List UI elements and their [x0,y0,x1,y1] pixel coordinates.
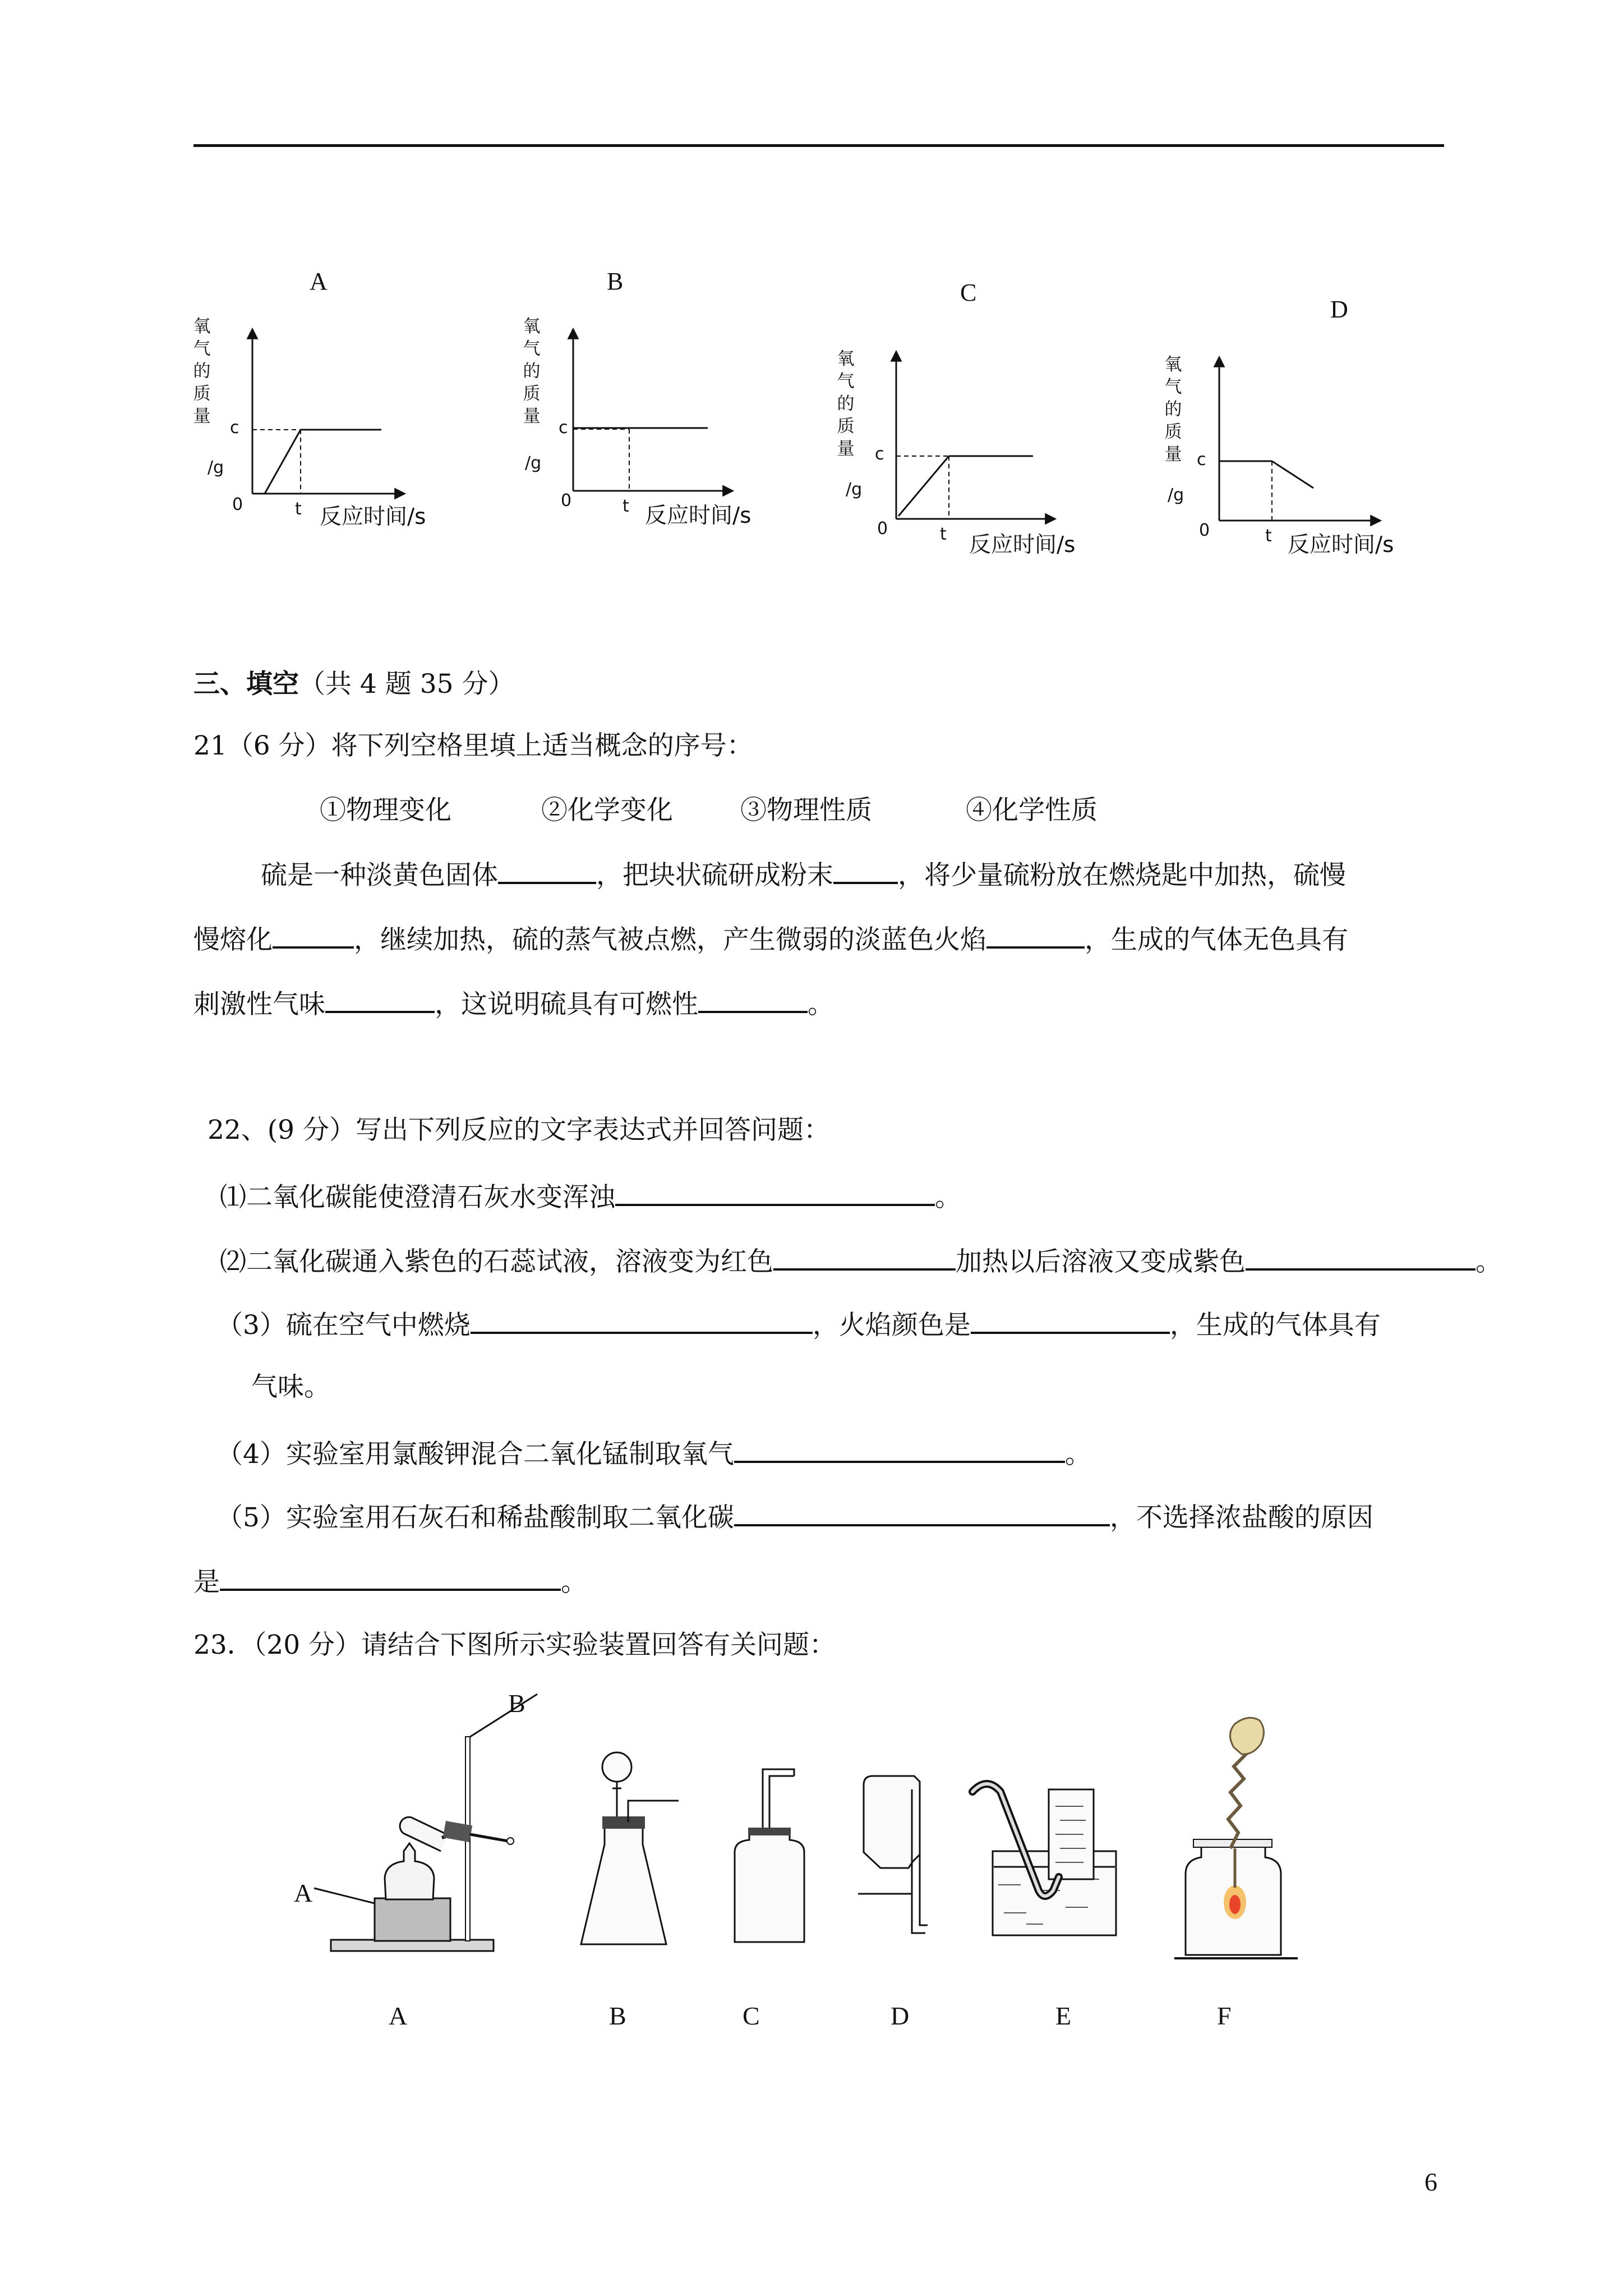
block [375,1898,450,1941]
q21-line-1: 硫是一种淡黄色固体 ，把块状硫研成粉末 ，将少量硫粉放在燃烧匙中加热，硫慢 [261,857,1346,892]
page-number: 6 [1424,2168,1437,2196]
apparatus-label-a: A [389,2001,408,2030]
graph-c [830,275,1094,567]
graph-letter: C [960,279,977,306]
stopper [602,1816,645,1829]
q21-option-2: ②化学变化 [541,795,673,826]
curve-fall [1272,461,1313,488]
pointer-label-a: A [294,1879,313,1907]
pointer-label-b: B [508,1689,525,1718]
answer-blank[interactable] [1246,1244,1476,1271]
apparatus-label-b: B [609,2001,626,2030]
hand [1230,1718,1264,1754]
y-axis-label: 氧 气 的 质 量 [837,349,855,459]
section-note: （共 4 题 35 分） [299,669,515,700]
q22-line-3: （3）硫在空气中燃烧 ，火焰颜色是 ，生成的气体具有 [216,1307,1381,1342]
c-tick: c [559,418,568,438]
y-unit: /g [208,458,224,477]
y-unit: /g [1168,485,1184,505]
apparatus-f [1172,1708,1318,1966]
graph-letter: A [310,268,328,295]
q23-head: 23．（20 分）请结合下图所示实验装置回答有关问题： [193,1630,836,1660]
burner [385,1843,434,1899]
q21-option-3: ③物理性质 [740,795,872,826]
curve-rise [265,430,301,494]
x-axis-label: 反应时间/s [320,504,426,530]
graph-a [185,264,449,530]
answer-blank[interactable] [986,922,1085,949]
y-axis-label: 氧 气 的 质 量 [1164,355,1182,464]
q21-option-4: ④化学性质 [966,795,1098,826]
bottle [735,1832,804,1942]
delivery-tube [470,1834,508,1841]
apparatus-a [314,1683,538,1963]
q22-head: 22、(9 分）写出下列反应的文字表达式并回答问题： [208,1115,830,1145]
answer-blank[interactable] [734,1499,1110,1526]
c-tick: c [1197,450,1206,470]
graph-letter: B [607,268,624,295]
wire-coil [1228,1753,1247,1848]
short-tube [769,1776,794,1834]
pointer-line-b [467,1694,537,1739]
t-tick: t [295,499,302,519]
q22-line-3b: 气味。 [251,1372,330,1402]
graph-plot [185,264,449,527]
origin-label: 0 [877,519,888,539]
flask [581,1822,666,1944]
apparatus-d [852,1722,942,1958]
c-tick: c [230,418,239,438]
graph-letter: D [1330,296,1348,323]
x-axis-label: 反应时间/s [1288,532,1394,558]
q21-line-3: 刺激性气味 ，这说明硫具有可燃性 。 [193,986,834,1022]
header-rule [193,144,1444,147]
graph-plot [830,275,1094,567]
q22-line-5b: 是 。 [193,1564,587,1599]
origin-label: 0 [561,491,572,510]
q21-head: 21（6 分）将下列空格里填上适当概念的序号： [193,730,753,761]
graph-b [505,264,768,527]
origin-label: 0 [232,495,243,514]
section-heading [193,668,514,701]
answer-blank[interactable] [471,1307,813,1334]
answer-blank[interactable] [615,1179,935,1206]
answer-blank[interactable] [773,1244,956,1271]
y-axis-label: 氧 气 的 质 量 [193,316,211,426]
q22-line-1: ⑴二氧化碳能使澄清石灰水变浑浊 。 [220,1179,961,1214]
answer-blank[interactable] [833,857,898,884]
origin-label: 0 [1199,521,1210,540]
graph-plot [505,264,768,527]
apparatus-label-c: C [743,2001,760,2030]
apparatus-label-d: D [891,2001,910,2030]
apparatus-c [723,1722,813,1958]
answer-blank[interactable] [273,922,354,949]
section-title: 三、填空 [193,669,299,700]
c-tick: c [875,444,884,464]
y-unit: /g [846,480,863,499]
tube-end [507,1838,514,1844]
q22-line-2: ⑵二氧化碳通入紫色的石蕊试液，溶液变为红色 加热以后溶液又变成紫色 。 [220,1244,1502,1279]
t-tick: t [623,496,629,516]
pointer-line-a [314,1888,381,1905]
t-tick: t [940,524,947,544]
apparatus-b [578,1722,690,1958]
answer-blank[interactable] [325,986,435,1013]
graph-plot [1150,292,1419,572]
graph-d [1150,292,1419,572]
answer-blank[interactable] [698,986,808,1013]
q22-line-4: （4）实验室用氯酸钾混合二氧化锰制取氧气 。 [216,1436,1091,1471]
answer-blank[interactable] [220,1564,561,1591]
t-tick: t [1265,526,1272,546]
x-axis-label: 反应时间/s [645,503,751,528]
apparatus-label-f: F [1217,2001,1232,2030]
y-unit: /g [525,453,542,473]
apparatus-e [965,1722,1133,1958]
curve-rise [898,456,949,516]
stopper [748,1828,791,1835]
answer-blank[interactable] [498,857,596,884]
y-axis-label: 氧 气 的 质 量 [523,316,541,426]
apparatus-label-e: E [1055,2001,1072,2030]
q21-option-1: ①物理变化 [320,795,451,826]
funnel-bulb [602,1752,631,1782]
answer-blank[interactable] [971,1307,1170,1334]
test-tube [397,1816,450,1852]
q21-line-2: 慢熔化 ，继续加热，硫的蒸气被点燃，产生微弱的淡蓝色火焰 ，生成的气体无色具有 [193,922,1348,957]
q22-line-5: （5）实验室用石灰石和稀盐酸制取二氧化碳 ，不选择浓盐酸的原因 [216,1499,1373,1535]
answer-blank[interactable] [734,1436,1065,1463]
x-axis-label: 反应时间/s [969,532,1076,558]
